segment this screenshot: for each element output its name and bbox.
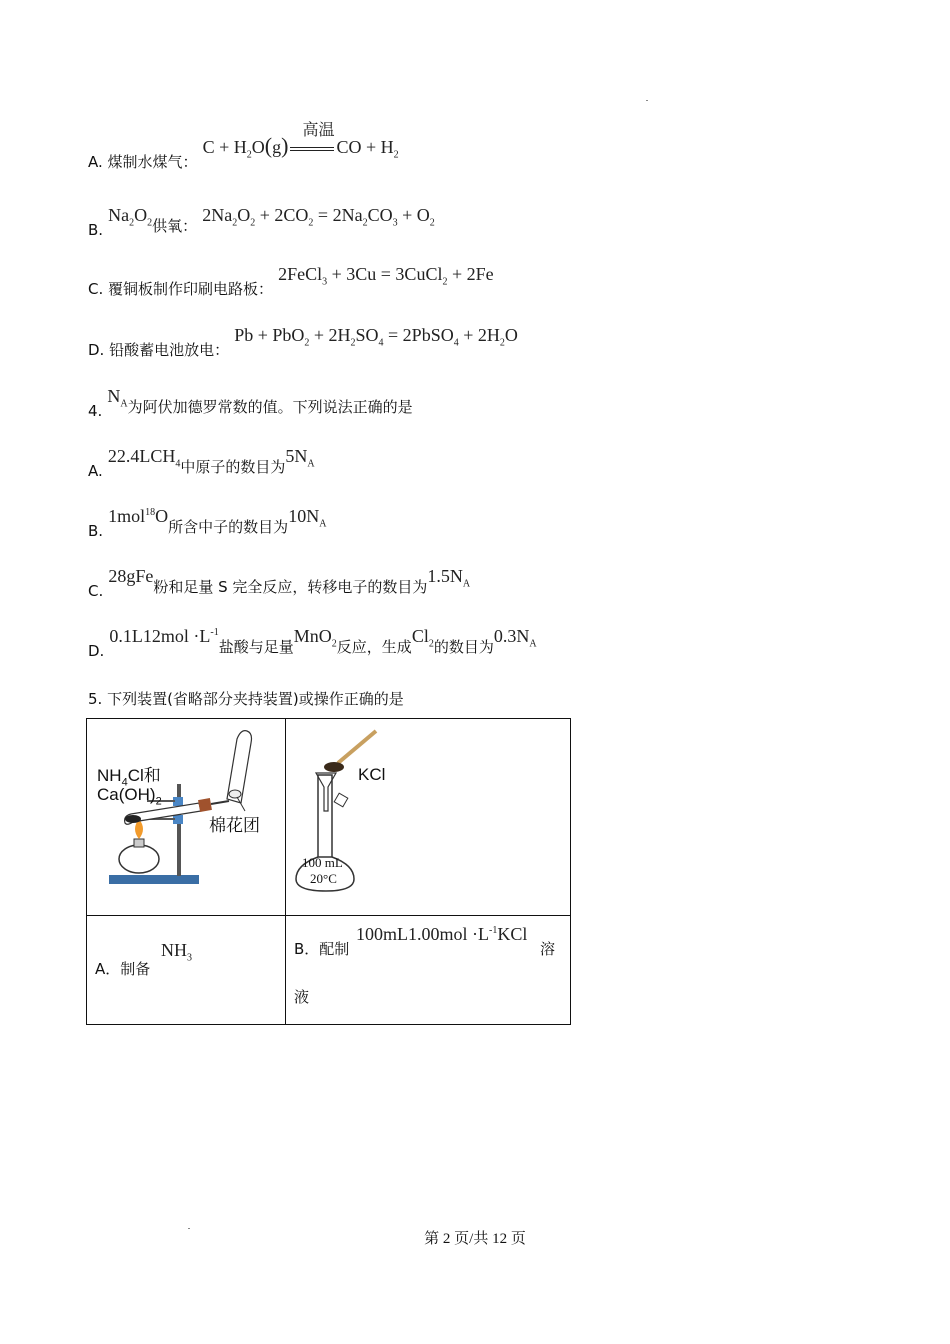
formula-a: $22.4LCH_4$	[107, 446, 181, 470]
caption-b-cell	[286, 916, 571, 1025]
value-b: $10N_A$	[288, 506, 327, 530]
cotton-label: 棉花团	[209, 816, 260, 836]
option-label: D. 铅酸蓄电池放电：	[88, 341, 230, 359]
caption-b	[286, 916, 570, 1024]
option-label: A.	[88, 462, 103, 480]
reagent-label: $NH_4Cl$和	[97, 766, 161, 789]
page-footer: 第 2 页/共 12 页	[424, 1231, 526, 1247]
question-4-stem	[88, 386, 413, 420]
option-text: 的数目为	[433, 638, 494, 656]
question-number: 4.	[88, 402, 103, 420]
question-text: 为阿伏加德罗常数的值。下列说法正确的是	[127, 398, 413, 416]
figure-a-cell	[87, 719, 286, 916]
equation-b: $2Na_2O_2 + 2CO_2 = 2Na_2CO_3 + O_2$	[202, 205, 435, 229]
option-label: D.	[88, 642, 105, 660]
equation-c: 2FeCl$_3$ + 3Cu = 3CuCl$_2$ + 2Fe	[278, 264, 494, 288]
option-text: 供氧：	[152, 217, 198, 235]
caption-text: A．制备	[95, 960, 151, 978]
figure-a	[87, 719, 285, 915]
formula-d1: $0.1L12mol \cdot L^{-1}$	[109, 626, 219, 646]
value-d: $0.3N_A$	[493, 626, 537, 650]
reagent-label-2: $Ca(OH)_2$	[97, 785, 162, 808]
figure-b	[286, 719, 570, 915]
flask-capacity-label: 100 mL	[302, 855, 343, 870]
equation-d: $Pb + PbO_2 + 2H_2SO_4$ = 2PbSO$_4$ + $2H_2O$	[234, 325, 518, 349]
option-label: B.	[88, 522, 104, 540]
option-c-q3	[88, 264, 494, 298]
caption-text: 溶	[540, 940, 556, 958]
formula-mno2: MnO$_2$	[293, 626, 337, 650]
option-text: 粉和足量 S 完全反应，转移电子的数目为	[153, 578, 428, 596]
option-d-q4	[88, 626, 537, 660]
value-a: $5N_A$	[285, 446, 315, 470]
option-text: 反应，生成	[336, 638, 412, 656]
apparatus-table	[86, 718, 571, 1025]
caption-a-cell	[87, 916, 286, 1025]
option-d-q3	[88, 325, 518, 359]
formula-b: 1mol$^{18}$O	[108, 506, 169, 526]
option-label: B.	[88, 221, 104, 239]
option-text: 中原子的数目为	[180, 458, 286, 476]
scan-dot	[646, 100, 648, 101]
option-text: 所含中子的数目为	[168, 518, 289, 536]
formula-c: 28gFe	[108, 566, 154, 586]
kcl-label: KCl	[358, 765, 386, 784]
option-a-q4	[88, 446, 315, 480]
flask-temp-label: 20°C	[310, 871, 337, 886]
formula-kcl-solution: $100mL1.00mol \cdot L^{-1}KCl$	[356, 924, 528, 944]
option-label: A. 煤制水煤气：	[88, 153, 198, 171]
figure-b-cell	[286, 719, 571, 916]
option-text: 盐酸与足量	[218, 638, 294, 656]
option-b-q4	[88, 506, 327, 540]
formula-cl2: $Cl_2$	[411, 626, 434, 650]
caption-a	[87, 916, 285, 1024]
option-c-q4	[88, 566, 471, 600]
option-label: C. 覆铜板制作印刷电路板：	[88, 280, 274, 298]
caption-text: 液	[294, 988, 310, 1006]
option-b-q3	[88, 205, 435, 239]
formula-na2o2: $Na_2O_2$	[108, 205, 153, 229]
formula-na: $N_A$	[107, 386, 128, 410]
option-label: C.	[88, 582, 104, 600]
value-c: $1.5N_A$	[427, 566, 471, 590]
caption-text: B．配制	[294, 940, 350, 958]
question-5-stem: 5. 下列装置(省略部分夹持装置)或操作正确的是	[88, 690, 404, 708]
formula-nh3: $NH_3$	[161, 940, 192, 964]
option-a-q3	[88, 120, 399, 171]
equation-a: $C + H_2O(g)$ 高温 CO + $H_2$	[203, 137, 399, 157]
reaction-condition: 高温	[302, 120, 335, 139]
